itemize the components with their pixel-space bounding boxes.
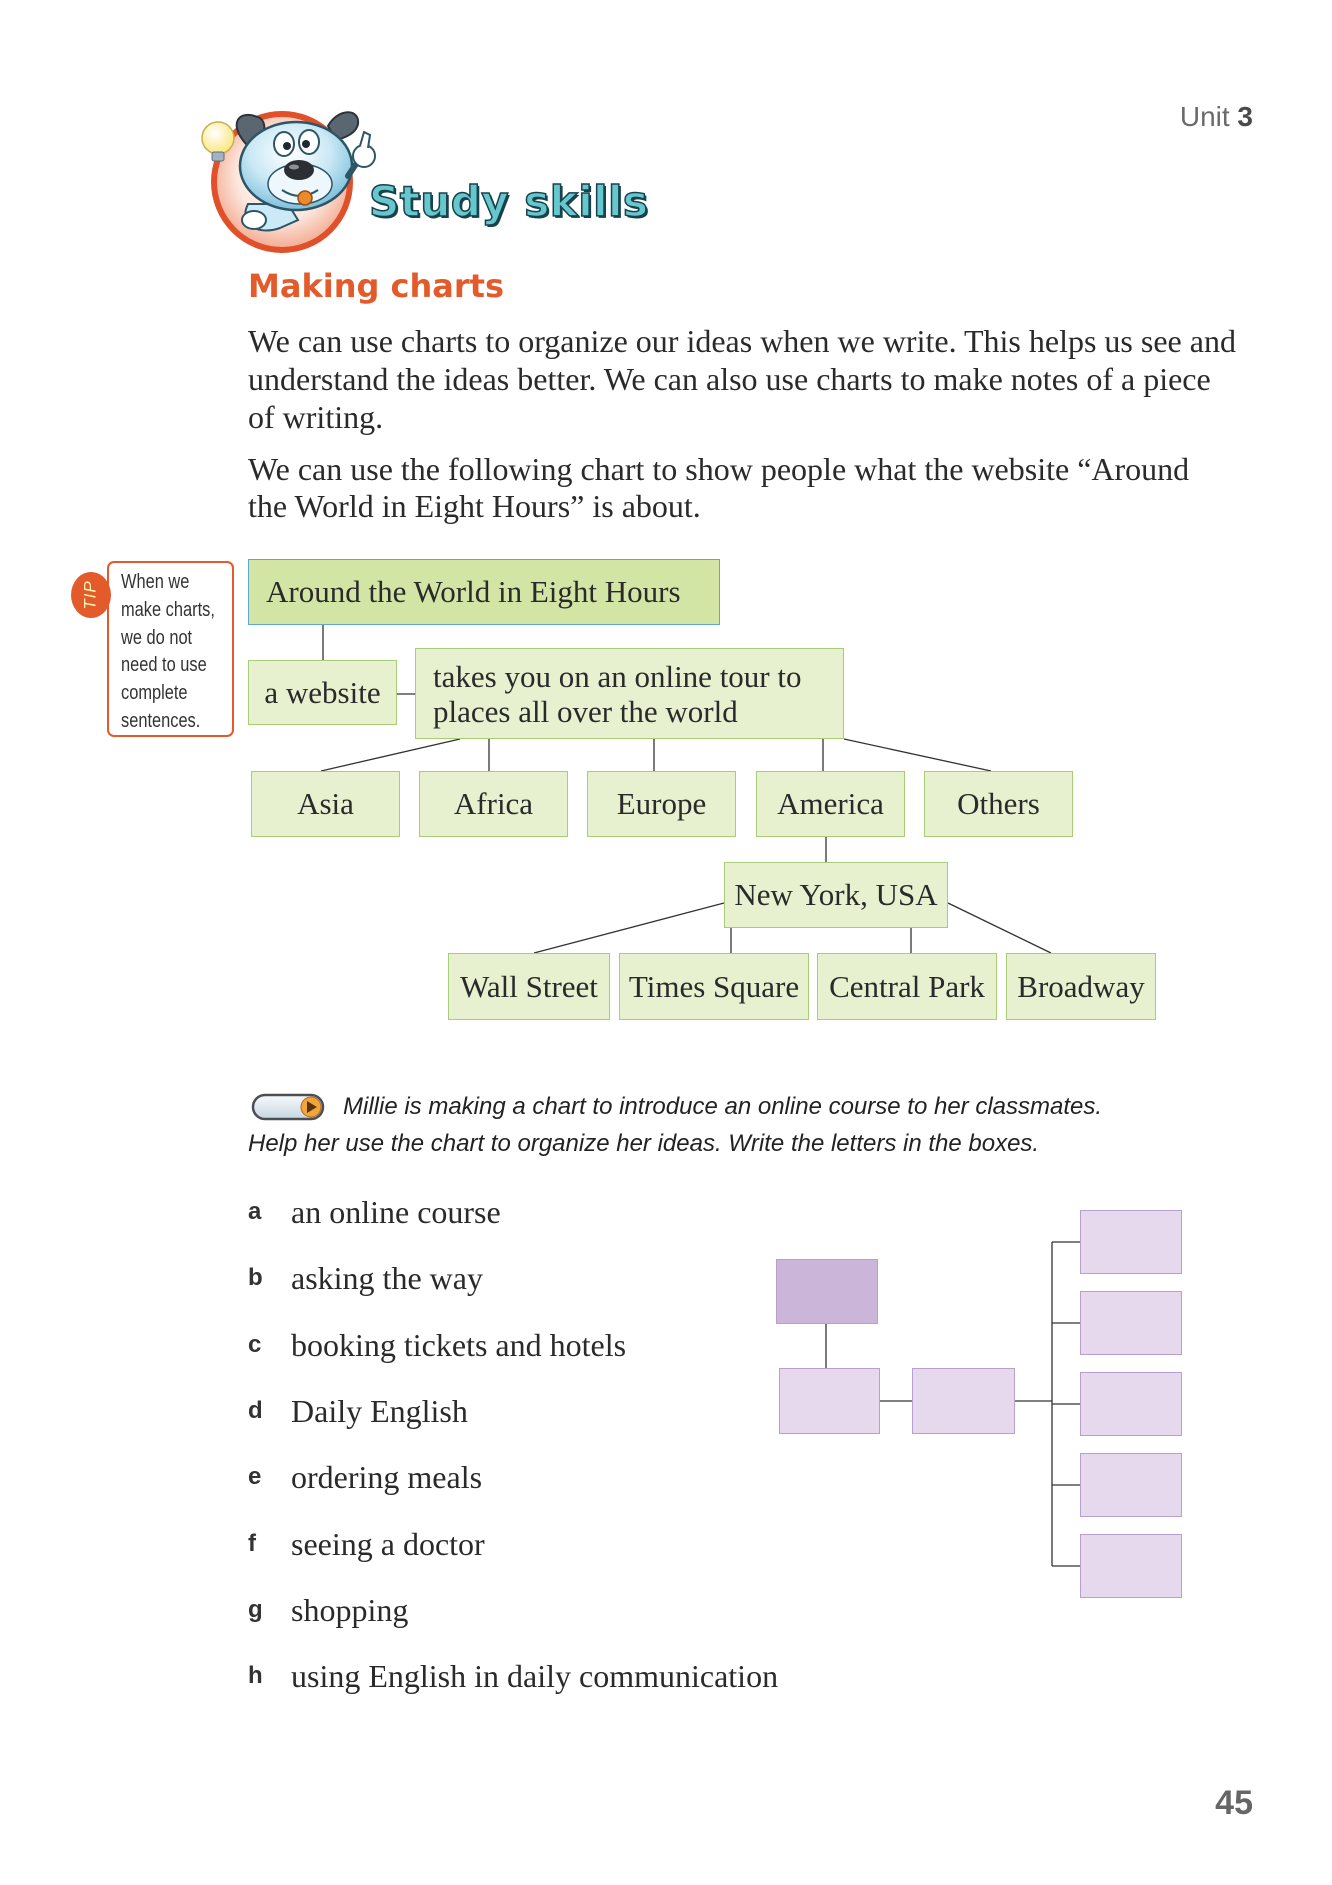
dog-mascot-icon (188, 104, 388, 256)
chart-place-node: Wall Street (448, 953, 610, 1020)
option-text: Daily English (291, 1393, 468, 1430)
option-letter: d (248, 1397, 263, 1425)
description-line: places all over the world (433, 693, 738, 729)
answer-box[interactable] (1080, 1291, 1182, 1355)
tip-label: TIP (80, 580, 100, 610)
option-item (248, 1312, 778, 1378)
option-text: ordering meals (291, 1459, 483, 1496)
option-letter: e (248, 1463, 262, 1491)
tip-line: sentences. (121, 709, 201, 732)
chart-type-node: a website (248, 660, 397, 725)
option-letter: b (248, 1264, 263, 1292)
instruction-line: Help her use the chart to organize her ideas. Write the letters in the boxes. (248, 1130, 1040, 1157)
page-number: 45 (1215, 1784, 1253, 1822)
option-letter: g (248, 1595, 263, 1623)
unit-number: 3 (1237, 101, 1253, 132)
section-title: Study skills (369, 177, 649, 226)
paragraph-line: the World in Eight Hours” is about. (248, 488, 701, 524)
chart-place-node: Times Square (619, 953, 809, 1020)
option-item (248, 1577, 778, 1643)
instruction-line: Millie is making a chart to introduce an online course to her classmates. (343, 1093, 1103, 1120)
chart-place-node: Broadway (1006, 953, 1156, 1020)
paragraph-line: We can use charts to organize our ideas when we write. This helps us see and (248, 323, 1236, 359)
chart-root-node: Around the World in Eight Hours (248, 559, 720, 625)
description-line: takes you on an online tour to (433, 658, 802, 694)
chart-place-node: Central Park (817, 953, 997, 1020)
option-letter: f (248, 1529, 256, 1557)
tip-line: make charts, (121, 598, 215, 621)
option-text: booking tickets and hotels (291, 1326, 627, 1363)
tip-line: When we (121, 571, 190, 593)
lesson-title: Making charts (248, 267, 504, 305)
paragraph-line: We can use the following chart to show people what the website “Around (248, 451, 1190, 487)
option-letter: h (248, 1662, 263, 1690)
answer-box[interactable] (1080, 1453, 1182, 1517)
answer-box[interactable] (1080, 1210, 1182, 1274)
connector-line (534, 903, 724, 953)
option-letter: c (248, 1330, 262, 1358)
chart-region-node: Others (924, 771, 1073, 837)
answer-box[interactable] (912, 1368, 1015, 1434)
tip-line: complete (121, 682, 188, 705)
option-list (248, 1179, 778, 1709)
option-item (248, 1643, 778, 1709)
answer-box[interactable] (1080, 1372, 1182, 1436)
chart-description-node (415, 648, 844, 739)
option-text: seeing a doctor (291, 1525, 485, 1562)
chart-region-node: Asia (251, 771, 400, 837)
option-item (248, 1510, 778, 1576)
tip-box (107, 561, 234, 737)
connector-line (844, 739, 991, 771)
unit-word: Unit (1179, 101, 1230, 132)
tip-line: need to use (121, 654, 207, 677)
paragraph-line: of writing. (248, 399, 384, 435)
chart-region-node: Africa (419, 771, 568, 837)
answer-box[interactable] (1080, 1534, 1182, 1598)
answer-box[interactable] (779, 1368, 880, 1434)
option-text: shopping (291, 1591, 409, 1628)
exercise-arrow-icon (251, 1092, 327, 1122)
option-text: using English in daily communication (291, 1658, 779, 1695)
option-letter: a (248, 1198, 262, 1226)
paragraph-line: understand the ideas better. We can also use charts to make notes of a piece (248, 361, 1211, 397)
option-item (248, 1378, 778, 1444)
option-item (248, 1245, 778, 1311)
unit-label (1090, 101, 1253, 133)
tip-line: we do not (121, 626, 193, 649)
chart-region-node: America (756, 771, 905, 837)
option-text: asking the way (291, 1260, 483, 1297)
option-text: an online course (291, 1194, 501, 1231)
option-item (248, 1179, 778, 1245)
connector-line (321, 739, 460, 771)
chart-city-node: New York, USA (724, 862, 948, 928)
connector-line (948, 903, 1051, 953)
option-item (248, 1444, 778, 1510)
answer-box-root[interactable] (776, 1259, 878, 1324)
tip-badge (71, 572, 111, 618)
chart-region-node: Europe (587, 771, 736, 837)
